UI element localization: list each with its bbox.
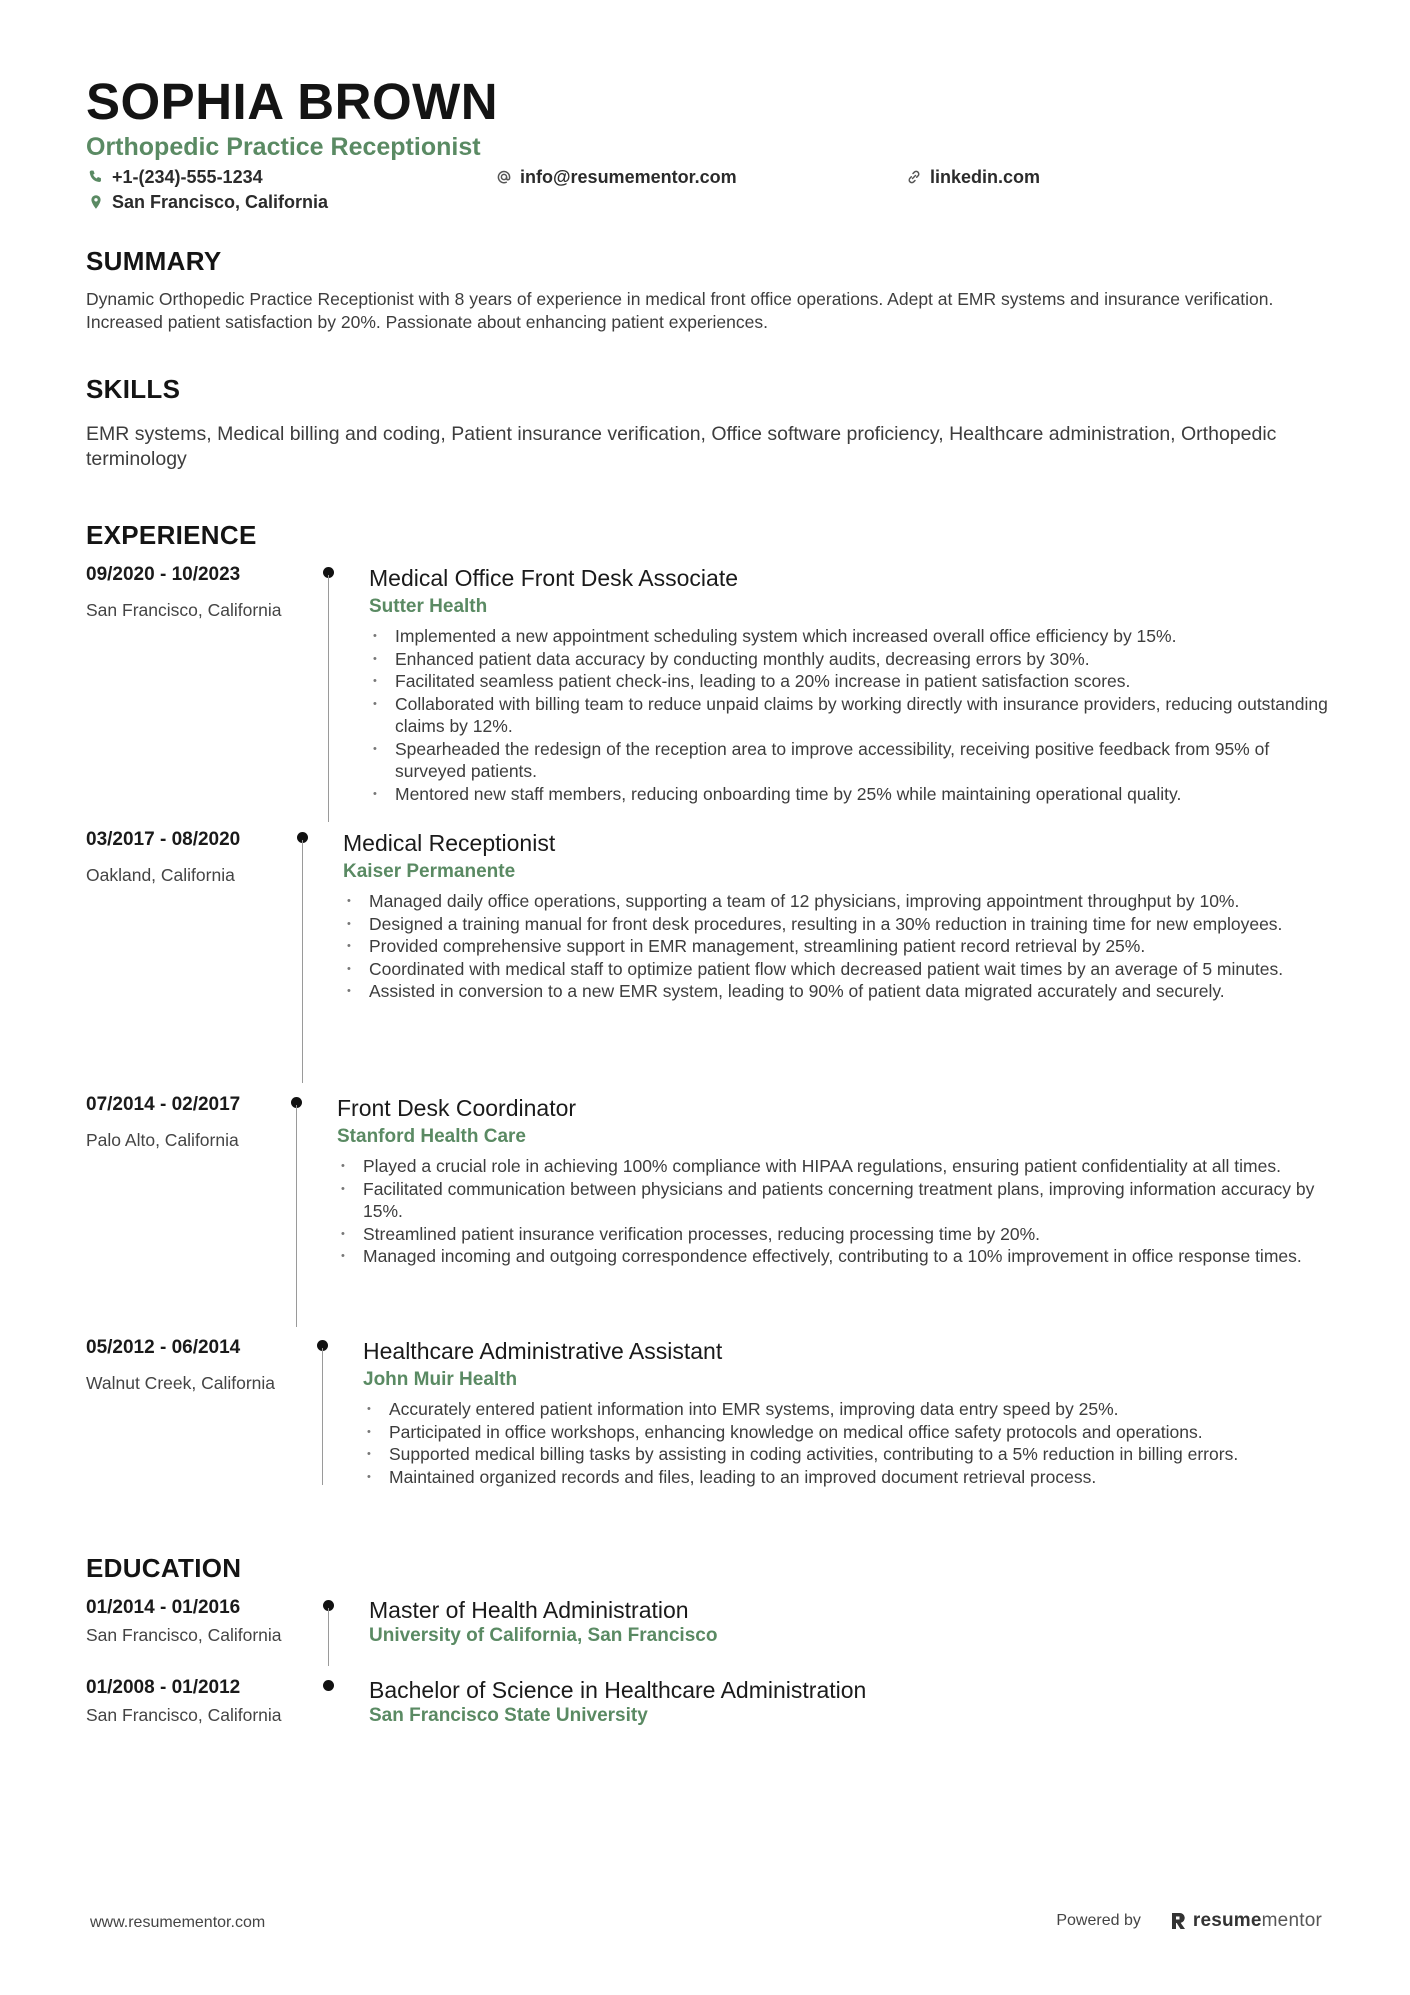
summary-text: Dynamic Orthopedic Practice Receptionist with 8 years of experience in medical front office operations. Adept at EMR systems and insurance verification. Increased patient satisfaction by 20%. Passionate about enhancing patient experiences.	[86, 289, 1274, 332]
list-item: • Facilitated seamless patient check-ins, leading to a 20% increase in patient satisfaction scores.	[369, 670, 1339, 693]
education-dates: 01/2008 - 01/2012	[86, 1677, 241, 1698]
contact-email[interactable]	[496, 166, 737, 188]
timeline-line	[322, 1348, 323, 1485]
list-item: • Played a crucial role in achieving 100% compliance with HIPAA regulations, ensuring patient confidentiality at all times.	[337, 1155, 1337, 1178]
experience-org: Sutter Health	[369, 596, 488, 617]
brand-thin-text: mentor	[1261, 1910, 1322, 1931]
list-item: • Assisted in conversion to a new EMR system, leading to 90% of patient data migrated accurately and securely.	[343, 980, 1333, 1003]
email-text: info@resumementor.com	[520, 167, 737, 187]
experience-role: Healthcare Administrative Assistant	[363, 1338, 723, 1364]
list-item: • Managed incoming and outgoing correspondence effectively, contributing to a 10% improvement in office response times.	[337, 1245, 1337, 1268]
list-item: • Mentored new staff members, reducing onboarding time by 25% while maintaining operational quality.	[369, 783, 1339, 806]
experience-bullets	[369, 625, 1339, 805]
education-heading: EDUCATION	[86, 1553, 242, 1583]
experience-org: Kaiser Permanente	[343, 861, 516, 882]
education-school: University of California, San Francisco	[369, 1625, 718, 1646]
experience-role: Medical Office Front Desk Associate	[369, 565, 738, 591]
link-icon	[906, 169, 922, 185]
list-item: • Coordinated with medical staff to optimize patient flow which decreased patient wait times by an average of 5 minutes.	[343, 958, 1333, 981]
education-body	[369, 1596, 1329, 1648]
experience-role: Front Desk Coordinator	[337, 1095, 577, 1121]
education-school: San Francisco State University	[369, 1705, 648, 1726]
location-text: San Francisco, California	[112, 192, 329, 212]
powered-by-label: Powered by	[1056, 1912, 1141, 1929]
list-item: • Provided comprehensive support in EMR management, streamlining patient record retrieval by 25%.	[343, 935, 1333, 958]
experience-body	[369, 563, 1339, 805]
list-item: • Supported medical billing tasks by assisting in coding activities, contributing to a 5% reduction in billing errors.	[363, 1443, 1333, 1466]
linkedin-text: linkedin.com	[930, 167, 1041, 187]
timeline-line	[296, 1105, 297, 1327]
experience-dates: 09/2020 - 10/2023	[86, 564, 241, 585]
experience-body	[363, 1336, 1333, 1488]
footer-branding	[1056, 1910, 1322, 1932]
experience-org: Stanford Health Care	[337, 1126, 526, 1147]
list-item: • Facilitated communication between physicians and patients concerning treatment plans, improving information accuracy by 15%.	[337, 1178, 1337, 1223]
phone-icon	[88, 169, 104, 185]
experience-body	[337, 1093, 1337, 1268]
brand-logo[interactable]	[1169, 1910, 1322, 1932]
experience-org: John Muir Health	[363, 1369, 518, 1390]
location-pin-icon	[88, 194, 104, 210]
contact-location	[88, 191, 328, 213]
experience-location: Walnut Creek, California	[86, 1373, 276, 1393]
list-item: • Implemented a new appointment scheduling system which increased overall office efficiency by 15%.	[369, 625, 1339, 648]
list-item: • Designed a training manual for front desk procedures, resulting in a 30% reduction in training time for new employees.	[343, 913, 1333, 936]
experience-body	[343, 828, 1333, 1003]
brand-bold-text: resume	[1192, 1910, 1262, 1931]
contact-phone[interactable]	[88, 166, 263, 188]
timeline-line	[328, 575, 329, 822]
skills-text: EMR systems, Medical billing and coding, Patient insurance verification, Office software proficiency, Healthcare administration, Orthopedic terminology	[86, 423, 1277, 470]
education-location: San Francisco, California	[86, 1705, 282, 1725]
education-dates: 01/2014 - 01/2016	[86, 1597, 241, 1618]
experience-dates: 07/2014 - 02/2017	[86, 1094, 241, 1115]
at-icon	[496, 169, 512, 185]
list-item: • Streamlined patient insurance verification processes, reducing processing time by 20%.	[337, 1223, 1337, 1246]
summary-heading: SUMMARY	[86, 246, 222, 276]
experience-dates: 03/2017 - 08/2020	[86, 829, 241, 850]
phone-text: +1-(234)-555-1234	[112, 167, 263, 187]
education-degree: Master of Health Administration	[369, 1597, 689, 1623]
education-degree: Bachelor of Science in Healthcare Administration	[369, 1677, 867, 1703]
experience-location: San Francisco, California	[86, 600, 282, 620]
experience-heading: EXPERIENCE	[86, 520, 257, 550]
list-item: • Accurately entered patient information into EMR systems, improving data entry speed by 25%.	[363, 1398, 1333, 1421]
experience-role: Medical Receptionist	[343, 830, 556, 856]
candidate-name: SOPHIA BROWN	[86, 73, 499, 130]
timeline-line	[328, 1608, 329, 1666]
experience-bullets	[343, 890, 1333, 1003]
experience-dates: 05/2012 - 06/2014	[86, 1337, 241, 1358]
contact-linkedin[interactable]	[906, 166, 1040, 188]
candidate-title: Orthopedic Practice Receptionist	[86, 133, 481, 161]
timeline-line	[302, 840, 303, 1083]
experience-location: Oakland, California	[86, 865, 235, 885]
experience-bullets	[363, 1398, 1333, 1488]
resumementor-logo-icon	[1169, 1911, 1187, 1931]
experience-bullets	[337, 1155, 1337, 1268]
list-item: • Participated in office workshops, enhancing knowledge on medical office safety protocols and operations.	[363, 1421, 1333, 1444]
education-body	[369, 1676, 1329, 1728]
list-item: • Enhanced patient data accuracy by conducting monthly audits, decreasing errors by 30%.	[369, 648, 1339, 671]
list-item: • Collaborated with billing team to reduce unpaid claims by working directly with insurance providers, reducing outstanding claims by 12%.	[369, 693, 1339, 738]
list-item: • Maintained organized records and files, leading to an improved document retrieval process.	[363, 1466, 1333, 1489]
footer-website[interactable]: www.resumementor.com	[90, 1914, 266, 1931]
skills-heading: SKILLS	[86, 374, 181, 404]
timeline-dot	[323, 1680, 334, 1691]
list-item: • Spearheaded the redesign of the reception area to improve accessibility, receiving positive feedback from 95% of surveyed patients.	[369, 738, 1339, 783]
list-item: • Managed daily office operations, supporting a team of 12 physicians, improving appointment throughput by 10%.	[343, 890, 1333, 913]
education-location: San Francisco, California	[86, 1625, 282, 1645]
experience-location: Palo Alto, California	[86, 1130, 239, 1150]
